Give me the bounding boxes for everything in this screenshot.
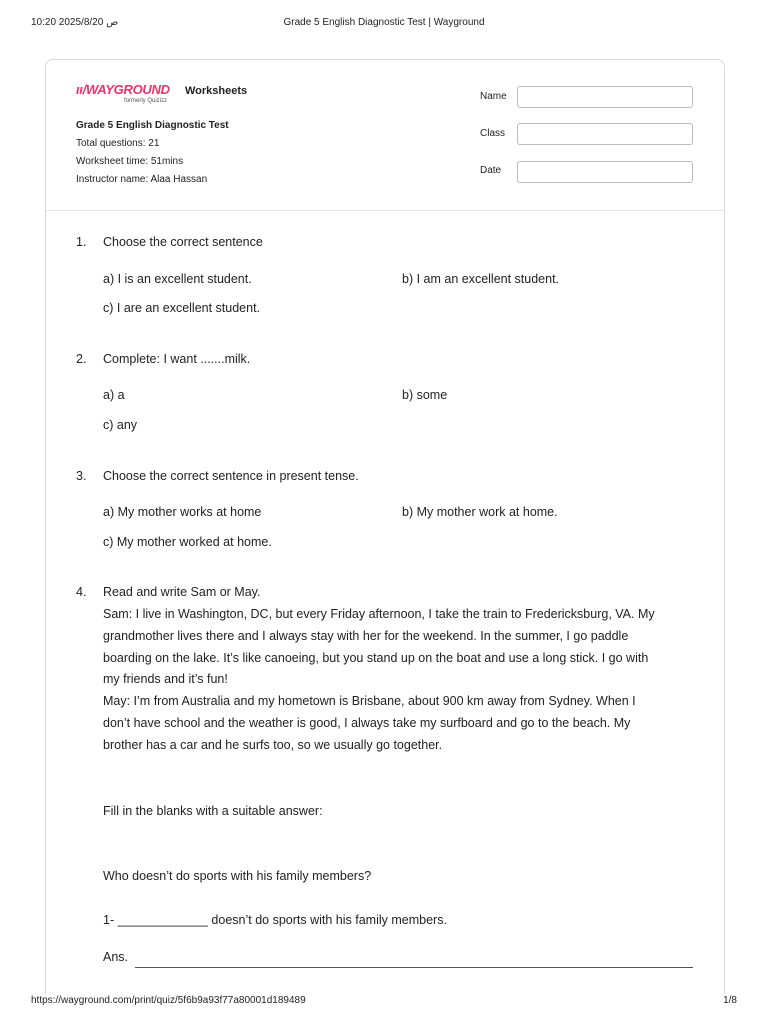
test-title: Grade 5 English Diagnostic Test bbox=[76, 120, 229, 131]
sub-question: Who doesn’t do sports with his family members? bbox=[103, 869, 372, 883]
worksheet-time: Worksheet time: 51mins bbox=[76, 156, 184, 167]
question-2-option-b[interactable]: b) some bbox=[402, 388, 448, 402]
print-header bbox=[0, 17, 768, 31]
print-page-title: Grade 5 English Diagnostic Test | Wayground bbox=[283, 17, 485, 28]
question-1-option-c[interactable]: c) I are an excellent student. bbox=[103, 301, 261, 315]
passage-line: don’t have school and the weather is good, I always take my surfboard and go to the beach. My bbox=[103, 715, 631, 730]
worksheet-card bbox=[45, 59, 725, 994]
question-3-option-a[interactable]: a) My mother works at home bbox=[103, 505, 262, 519]
name-field[interactable] bbox=[517, 86, 693, 108]
question-1-option-a[interactable]: a) I is an excellent student. bbox=[103, 272, 252, 286]
page-number: 1/8 bbox=[723, 995, 737, 1006]
wayground-logo bbox=[76, 82, 186, 116]
section-label: Worksheets bbox=[185, 85, 248, 97]
reading-passage bbox=[103, 604, 703, 757]
fill-blanks-instruction: Fill in the blanks with a suitable answer: bbox=[103, 804, 323, 818]
date-field[interactable] bbox=[517, 161, 693, 183]
print-url: https://wayground.com/print/quiz/5f6b9a93f77a80001d189489 bbox=[31, 995, 306, 1006]
question-4-number: 4. bbox=[76, 585, 87, 599]
question-3-number: 3. bbox=[76, 469, 87, 483]
question-3-option-b[interactable]: b) My mother work at home. bbox=[402, 505, 558, 519]
print-footer bbox=[0, 995, 768, 1009]
total-questions: Total questions: 21 bbox=[76, 138, 160, 149]
logo-subtitle: formerly Quizizz bbox=[124, 98, 168, 104]
question-2-text: Complete: I want .......milk. bbox=[103, 352, 251, 366]
question-2-option-a[interactable]: a) a bbox=[103, 388, 125, 402]
worksheet-header bbox=[46, 60, 724, 211]
answer-label: Ans. bbox=[103, 950, 129, 964]
passage-line: Sam: I live in Washington, DC, but every Friday afternoon, I take the train to Fredericksburg, VA. My bbox=[103, 607, 655, 621]
question-3-text: Choose the correct sentence in present tense. bbox=[103, 469, 359, 483]
class-field[interactable] bbox=[517, 123, 693, 145]
question-1-option-b[interactable]: b) I am an excellent student. bbox=[402, 272, 560, 286]
logo-bars-icon: ıı/ bbox=[76, 82, 86, 97]
passage-line: May: I’m from Australia and my hometown is Brisbane, about 900 km away from Sydney. When I bbox=[103, 694, 636, 709]
print-timestamp: 10:20 2025/8/20 ص bbox=[31, 17, 119, 28]
question-2-option-c[interactable]: c) any bbox=[103, 418, 138, 432]
passage-line: boarding on the lake. It’s like canoeing, but you stand up on the boat and use a long stick. I go with bbox=[103, 650, 649, 665]
name-label: Name bbox=[480, 91, 507, 102]
question-2-number: 2. bbox=[76, 352, 87, 366]
question-1-text: Choose the correct sentence bbox=[103, 235, 263, 249]
date-label: Date bbox=[480, 165, 502, 176]
instructor-name: Instructor name: Alaa Hassan bbox=[76, 174, 208, 185]
question-3-option-c[interactable]: c) My mother worked at home. bbox=[103, 535, 272, 549]
question-1-number: 1. bbox=[76, 235, 87, 249]
class-label: Class bbox=[480, 128, 506, 139]
answer-line[interactable] bbox=[135, 967, 693, 968]
logo-wordmark: ıı/WAYGROUND bbox=[76, 82, 170, 97]
blank-sentence: 1- _____________ doesn’t do sports with his family members. bbox=[103, 913, 447, 927]
passage-line: grandmother lives there and I always stay with her for the weekend. In the summer, I go paddle bbox=[103, 628, 629, 643]
question-4-text: Read and write Sam or May. bbox=[103, 585, 261, 599]
passage-line: my friends and it’s fun! bbox=[103, 672, 228, 687]
passage-line: brother has a car and he surfs too, so we usually go together. bbox=[103, 737, 443, 752]
